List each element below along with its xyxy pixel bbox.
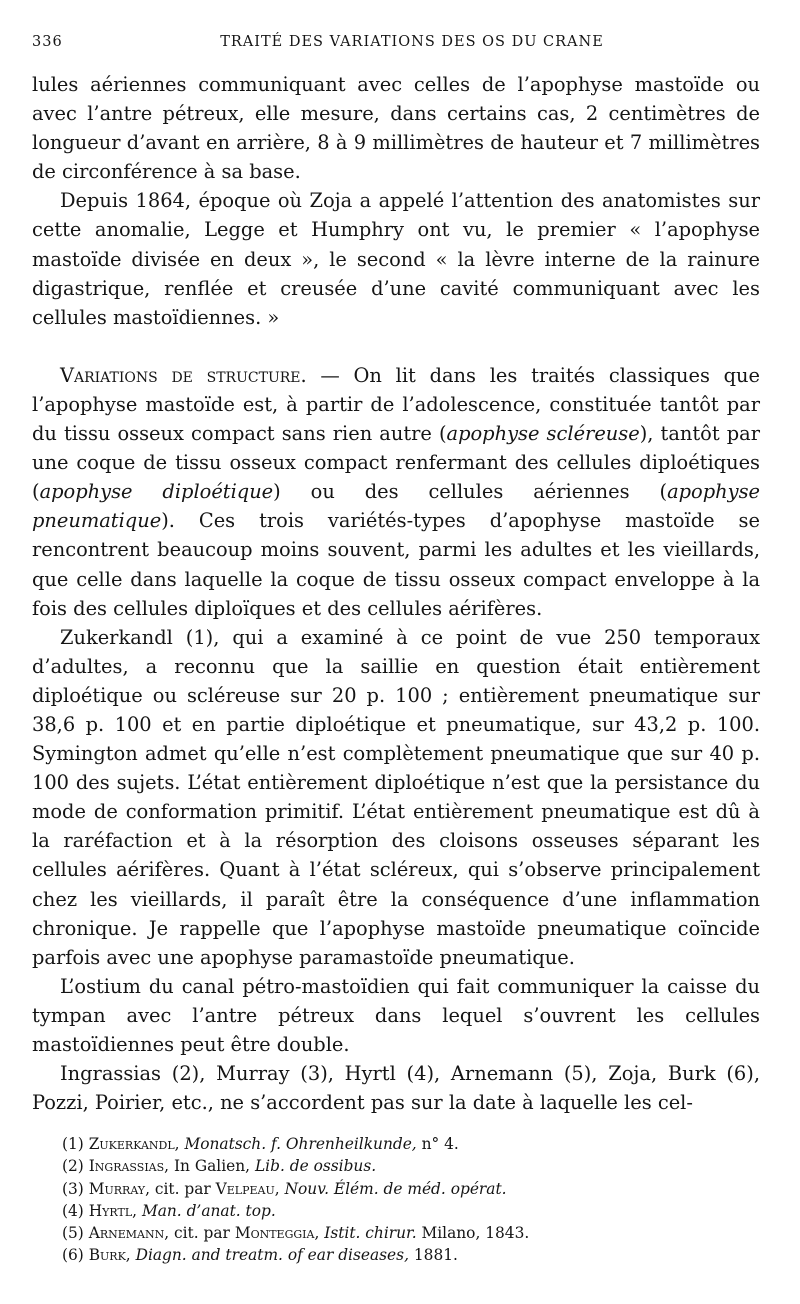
footnote-rest: 1881. [408,1246,458,1265]
paragraph-3-text-4: ). Ces trois variétés-types d’apophyse mastoïde se rencontrent beaucoup moins souvent, parmi les adultes et les vieillards, que celle dans laquelle la coque de tissu osseux compact enveloppe à la fois des cellules diploïques et des cellules aérifères. [32,509,760,620]
footnote-work: Lib. de ossibus. [254,1157,377,1176]
footnote-author-2: Monteggia, [234,1224,320,1243]
footnote-rest: Milano, 1843. [416,1224,530,1243]
footnote-prefix: cit. par [169,1224,235,1243]
footnotes [62,1133,762,1267]
paragraph-3-text-3: ) ou des cellules aériennes ( [273,480,668,504]
running-head [32,34,762,50]
paragraph-3 [32,361,760,623]
term-apophyse-scléreuse: apophyse scléreuse [446,422,640,446]
footnote-2 [62,1155,762,1177]
footnote-number: (6) [62,1246,84,1265]
footnote-work: Diagn. and treatm. of ear diseases, [135,1246,409,1265]
footnote-work: Nouv. Élém. de méd. opérat. [284,1179,507,1198]
footnote-prefix: In Galien, [169,1157,255,1176]
footnote-author: Murray, [88,1179,150,1198]
paragraph-5: L’ostium du canal pétro-mastoïdien qui fait communiquer la caisse du tympan avec l’antre pétreux dans lequel s’ouvrent les cellules mastoïdiennes peut être double. [32,974,760,1056]
footnote-prefix: cit. par [149,1179,216,1198]
footnote-number: (1) [62,1135,84,1153]
footnote-number: (2) [62,1157,84,1176]
footnote-work: Monatsch. f. Ohrenheilkunde, [184,1135,417,1153]
paragraph-3-text-1: — On lit dans les traités classiques que l’apophyse mastoïde est, à partir de l’adolescence, constituée tantôt par du tissu osseux compact sans rien autre ( [32,363,761,446]
footnote-number: (3) [62,1179,84,1198]
footnote-author: Ingrassias, [88,1157,170,1176]
footnote-work: Man. d’anat. top. [141,1201,276,1220]
footnote-1 [62,1133,762,1155]
running-title: TRAITÉ DES VARIATIONS DES OS DU CRANE [220,34,604,50]
term-apophyse-pneumatique: apophyse pneumatique [32,480,760,533]
body-text [32,70,760,1117]
footnote-3 [62,1178,762,1200]
paragraph-6: Ingrassias (2), Murray (3), Hyrtl (4), Arnemann (5), Zoja, Burk (6), Pozzi, Poirier, etc., ne s’accordent pas sur la date à laquelle les cel- [32,1062,760,1115]
footnote-4 [62,1200,762,1222]
footnote-work: Istit. chirur. [324,1224,417,1243]
paragraph-1: lules aériennes communiquant avec celles de l’apophyse mastoïde ou avec l’antre pétreux, elle mesure, dans certains cas, 2 centimètres de longueur d’avant en arrière, 8 à 9 millimètres de hauteur et 7 millimètres de circonférence à sa base. [32,73,760,184]
term-apophyse-diploétique: apophyse diploétique [39,480,274,504]
footnote-5 [62,1222,762,1244]
paragraph-4: Zukerkandl (1), qui a examiné à ce point de vue 250 temporaux d’adultes, a reconnu que la saillie en question était entièrement diploétique ou scléreuse sur 20 p. 100 ; entièrement pneumatique sur 38,6 p. 100 et en partie diploétique et pneumatique, sur 43,2 p. 100. Symington admet qu’elle n’est complètement pneumatique que sur 40 p. 100 des sujets. L’état entièrement diploétique n’est que la persistance du mode de conformation primitif. L’état entièrement pneumatique est dû à la raréfaction et à la résorption des cloisons osseuses séparant les cellules aérifères. Quant à l’état scléreux, qui s’observe principalement chez les vieillards, il paraît être la conséquence d’une inflammation chronique. Je rappelle que l’apophyse mastoïde pneumatique coïncide parfois avec une apophyse paramastoïde pneumatique. [32,625,760,969]
footnote-6 [62,1244,762,1266]
footnote-rest: n° 4. [416,1135,459,1153]
footnote-number: (5) [62,1224,84,1243]
footnote-author: Burk, [88,1246,131,1265]
footnote-number: (4) [62,1201,84,1220]
footnote-author-2: Velpeau, [215,1179,280,1198]
footnote-author: Hyrtl, [88,1201,138,1220]
page-number: 336 [32,34,63,50]
paragraph-2: Depuis 1864, époque où Zoja a appelé l’attention des anatomistes sur cette anomalie, Legge et Humphry ont vu, le premier « l’apophyse mastoïde divisée en deux », le second « la lèvre interne de la rainure digastrique, renflée et creusée d’une cavité communiquant avec les cellules mastoïdiennes. » [32,189,760,329]
section-heading: Variations de structure. [60,363,307,387]
paragraph-3-text-2: ), tantôt par une coque de tissu osseux compact renfermant des cellules diploétiques ( [32,422,760,504]
footnote-author: Arnemann, [88,1224,170,1243]
footnote-author: Zukerkandl, [88,1135,180,1153]
